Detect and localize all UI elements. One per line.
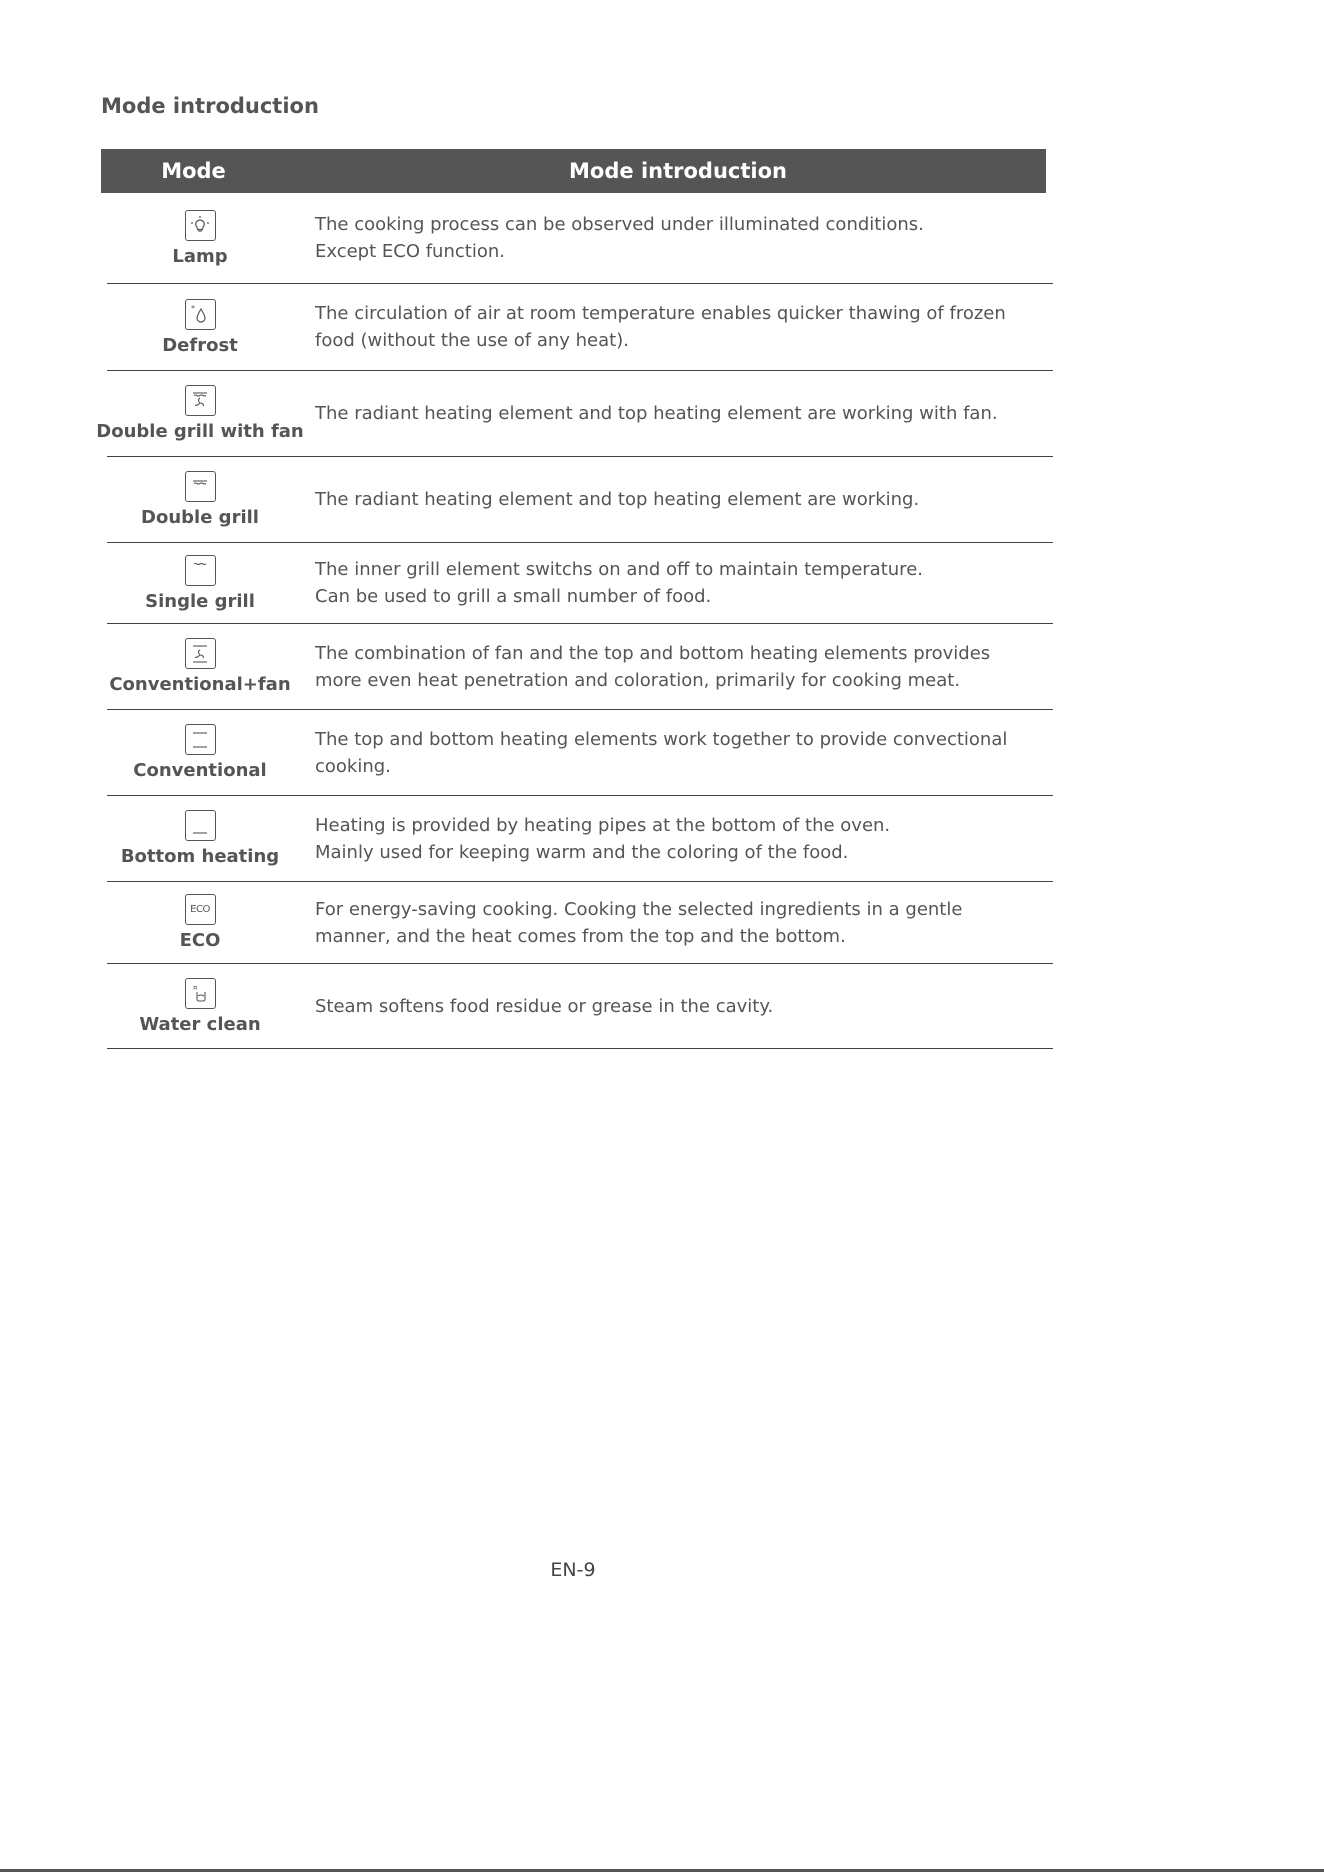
mode-cell [107, 624, 293, 709]
table-row [107, 882, 1053, 964]
description-line: The circulation of air at room temperature enables quicker thawing of frozen [315, 303, 1006, 324]
mode-name: Conventional+fan [109, 674, 291, 695]
double-grill-icon [185, 471, 216, 502]
table-row [107, 457, 1053, 543]
water-clean-icon [185, 978, 216, 1009]
mode-cell [107, 964, 293, 1048]
mode-name: Water clean [139, 1013, 261, 1035]
table-row [107, 710, 1053, 796]
section-title: Mode introduction [101, 94, 319, 118]
mode-cell [107, 457, 293, 542]
table-row [107, 284, 1053, 371]
description-line: Heating is provided by heating pipes at the bottom of the oven. [315, 814, 891, 836]
page-number: EN-9 [550, 1559, 596, 1581]
mode-cell [96, 371, 304, 456]
defrost-icon [185, 299, 216, 330]
description-line: Can be used to grill a small number of food. [315, 586, 712, 607]
mode-name: Bottom heating [120, 846, 280, 867]
description-line: The top and bottom heating elements work together to provide convectional [315, 728, 1008, 750]
mode-description [315, 964, 1053, 1048]
mode-cell [107, 882, 293, 963]
mode-name: Double grill [141, 507, 259, 528]
table-row [107, 964, 1053, 1049]
table-row [107, 543, 1053, 624]
mode-cell [107, 193, 293, 283]
svg-text:*: * [191, 304, 195, 313]
description-line: The inner grill element switchs on and off to maintain temperature. [315, 559, 923, 580]
mode-description [315, 882, 1053, 963]
mode-cell [107, 284, 293, 370]
eco-icon-label: ECO [190, 904, 210, 915]
description-line: The radiant heating element and top heating element are working. [315, 489, 920, 510]
mode-name: ECO [179, 930, 221, 951]
mode-name: Conventional [133, 760, 267, 781]
mode-name: Defrost [162, 334, 238, 356]
mode-name: Double grill with fan [96, 421, 304, 442]
mode-name: Single grill [145, 590, 255, 612]
conventional-icon [185, 724, 216, 755]
mode-description [315, 371, 1053, 456]
table-header [101, 149, 1046, 193]
description-line: For energy-saving cooking. Cooking the selected ingredients in a gentle [315, 898, 963, 920]
mode-cell [107, 543, 293, 623]
mode-description [315, 543, 1053, 623]
double-grill-fan-icon [185, 385, 216, 416]
lamp-icon [185, 210, 216, 241]
table-row [96, 371, 1053, 457]
description-line: The radiant heating element and top heating element are working with fan. [315, 403, 998, 424]
description-line: The combination of fan and the top and bottom heating elements provides [315, 642, 991, 664]
table-row [107, 624, 1053, 710]
mode-description [315, 624, 1053, 709]
conventional-fan-icon [185, 638, 216, 669]
svg-text:¤: ¤ [193, 984, 198, 992]
table-row [107, 796, 1053, 882]
description-line: Mainly used for keeping warm and the coloring of the food. [315, 841, 849, 863]
description-line: Steam softens food residue or grease in the cavity. [315, 995, 774, 1017]
mode-cell [107, 710, 293, 795]
eco-icon [185, 894, 216, 925]
single-grill-icon [185, 555, 216, 586]
mode-cell [107, 796, 293, 881]
mode-description [315, 193, 1053, 283]
mode-description [315, 796, 1053, 881]
table-row [107, 193, 1053, 284]
description-line: manner, and the heat comes from the top and the bottom. [315, 925, 846, 947]
mode-description [315, 710, 1053, 795]
header-mode: Mode [161, 159, 226, 183]
mode-description [315, 457, 1053, 542]
bottom-heating-icon [185, 810, 216, 841]
header-mode-introduction: Mode introduction [569, 159, 787, 183]
description-line: food (without the use of any heat). [315, 330, 629, 351]
mode-description [315, 284, 1053, 370]
mode-name: Lamp [172, 245, 228, 267]
description-line: The cooking process can be observed under illuminated conditions. [315, 214, 924, 235]
description-line: cooking. [315, 755, 391, 777]
description-line: more even heat penetration and coloration, primarily for cooking meat. [315, 669, 961, 691]
description-line: Except ECO function. [315, 241, 505, 262]
